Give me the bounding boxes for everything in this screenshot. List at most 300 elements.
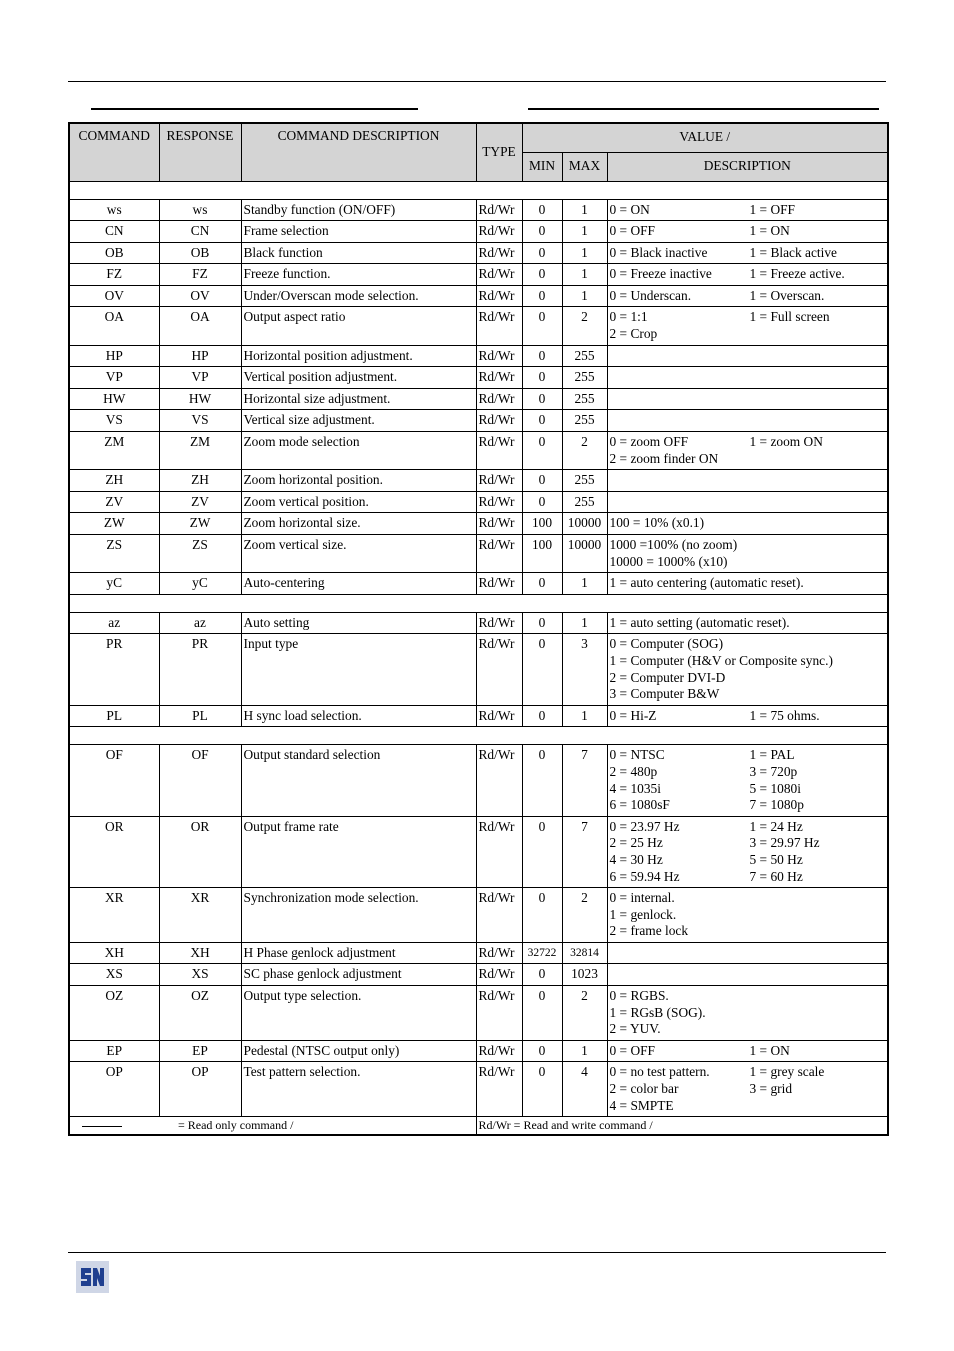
- description-cell: Horizontal size adjustment.: [241, 388, 476, 410]
- min-cell: 0: [522, 367, 562, 389]
- value-description-cell: [607, 388, 888, 410]
- max-cell: 2: [562, 888, 607, 943]
- type-cell: Rd/Wr: [476, 612, 522, 634]
- table-row: [69, 705, 888, 727]
- value-description-cell: [607, 888, 888, 943]
- header-command: COMMAND: [69, 123, 159, 181]
- response-cell: XH: [159, 942, 241, 964]
- value-line: [610, 309, 886, 326]
- value-option-right: [750, 636, 886, 653]
- max-cell: 10000: [562, 535, 607, 573]
- table-row: [69, 634, 888, 705]
- value-description-cell: [607, 264, 888, 286]
- max-cell: 255: [562, 470, 607, 492]
- value-description-cell: [607, 612, 888, 634]
- description-cell: Zoom horizontal size.: [241, 513, 476, 535]
- value-line: [610, 554, 886, 571]
- type-cell: Rd/Wr: [476, 745, 522, 816]
- value-option-right: [750, 615, 886, 632]
- table-row: [69, 888, 888, 943]
- min-cell: 0: [522, 745, 562, 816]
- response-cell: OV: [159, 285, 241, 307]
- response-cell: FZ: [159, 264, 241, 286]
- value-description-cell: [607, 307, 888, 345]
- value-line: [610, 670, 886, 687]
- response-cell: XS: [159, 964, 241, 986]
- header-min: MIN: [522, 152, 562, 181]
- response-cell: OR: [159, 816, 241, 887]
- value-option-right: [750, 537, 886, 554]
- min-cell: 0: [522, 816, 562, 887]
- response-cell: CN: [159, 221, 241, 243]
- response-cell: ZM: [159, 432, 241, 470]
- type-cell: Rd/Wr: [476, 307, 522, 345]
- type-cell: Rd/Wr: [476, 942, 522, 964]
- bottom-rule: [68, 1252, 886, 1253]
- table-row: [69, 410, 888, 432]
- value-option-right: 1 = OFF: [749, 201, 796, 217]
- value-option-right: [750, 575, 886, 592]
- value-line: [610, 1005, 886, 1022]
- table-row: [69, 1040, 888, 1062]
- response-cell: HW: [159, 388, 241, 410]
- value-option-right: 1 = grey scale: [749, 1064, 825, 1080]
- command-cell: FZ: [69, 264, 159, 286]
- value-option-left: 0 = OFF: [609, 1042, 656, 1058]
- description-cell: Auto-centering: [241, 573, 476, 595]
- max-cell: 10000: [562, 513, 607, 535]
- table-row: [69, 986, 888, 1041]
- value-line: [610, 747, 886, 764]
- min-cell: 0: [522, 705, 562, 727]
- value-option-left: 4 = 1035i: [609, 780, 661, 796]
- value-option-right: [750, 653, 886, 670]
- command-cell: az: [69, 612, 159, 634]
- value-line: [610, 1081, 886, 1098]
- response-cell: ZH: [159, 470, 241, 492]
- value-option-right: [750, 1005, 886, 1022]
- value-description-cell: [607, 345, 888, 367]
- command-cell: VP: [69, 367, 159, 389]
- value-option-right: 7 = 60 Hz: [749, 868, 803, 884]
- section-separator-cell: [69, 181, 888, 199]
- value-description-cell: [607, 705, 888, 727]
- min-cell: 0: [522, 612, 562, 634]
- header-command-description: COMMAND DESCRIPTION: [241, 123, 476, 181]
- value-option-left: 1 = RGsB (SOG).: [609, 1004, 706, 1020]
- value-line: [610, 223, 886, 240]
- min-cell: 0: [522, 491, 562, 513]
- min-cell: 0: [522, 199, 562, 221]
- value-line: [610, 852, 886, 869]
- description-cell: Output frame rate: [241, 816, 476, 887]
- value-option-left: 0 = 1:1: [609, 309, 648, 325]
- command-cell: ws: [69, 199, 159, 221]
- table-row: [69, 491, 888, 513]
- value-option-left: 0 = Freeze inactive: [609, 266, 712, 282]
- max-cell: 255: [562, 410, 607, 432]
- command-table: [68, 122, 889, 1136]
- command-cell: yC: [69, 573, 159, 595]
- description-cell: Zoom vertical size.: [241, 535, 476, 573]
- value-option-right: 1 = ON: [749, 1042, 790, 1058]
- value-line: [610, 781, 886, 798]
- value-option-left: 0 = zoom OFF: [609, 434, 689, 450]
- value-description-cell: [607, 745, 888, 816]
- value-line: [610, 434, 886, 451]
- table-row: [69, 199, 888, 221]
- top-rule: [68, 81, 886, 82]
- type-cell: Rd/Wr: [476, 388, 522, 410]
- value-option-left: 0 = 23.97 Hz: [609, 818, 680, 834]
- table-row: [69, 1062, 888, 1117]
- min-cell: 0: [522, 1040, 562, 1062]
- response-cell: PL: [159, 705, 241, 727]
- description-cell: Auto setting: [241, 612, 476, 634]
- value-description-cell: [607, 986, 888, 1041]
- description-cell: Zoom horizontal position.: [241, 470, 476, 492]
- value-option-right: 3 = grid: [749, 1081, 793, 1097]
- header-max: MAX: [562, 152, 607, 181]
- command-cell: OF: [69, 745, 159, 816]
- type-cell: Rd/Wr: [476, 634, 522, 705]
- value-line: [610, 1043, 886, 1060]
- table-row: [69, 367, 888, 389]
- value-option-right: [750, 686, 886, 703]
- max-cell: 2: [562, 432, 607, 470]
- value-option-left: 0 = Computer (SOG): [609, 636, 724, 652]
- type-cell: Rd/Wr: [476, 410, 522, 432]
- value-option-left: 0 = no test pattern.: [609, 1064, 710, 1080]
- brand-logo-icon: [76, 1261, 109, 1293]
- table-body: [69, 181, 888, 1117]
- max-cell: 1: [562, 705, 607, 727]
- max-cell: 4: [562, 1062, 607, 1117]
- command-cell: OP: [69, 1062, 159, 1117]
- description-cell: H sync load selection.: [241, 705, 476, 727]
- value-description-cell: [607, 535, 888, 573]
- table-row: [69, 573, 888, 595]
- command-cell: ZW: [69, 513, 159, 535]
- response-cell: OZ: [159, 986, 241, 1041]
- command-cell: CN: [69, 221, 159, 243]
- value-line: [610, 326, 886, 343]
- value-option-left: 2 = frame lock: [609, 923, 689, 939]
- value-description-cell: [607, 634, 888, 705]
- type-cell: Rd/Wr: [476, 491, 522, 513]
- response-cell: ZS: [159, 535, 241, 573]
- value-description-cell: [607, 199, 888, 221]
- value-option-left: 2 = 25 Hz: [609, 835, 663, 851]
- table-row: [69, 242, 888, 264]
- response-cell: ws: [159, 199, 241, 221]
- response-cell: OA: [159, 307, 241, 345]
- max-cell: 1: [562, 221, 607, 243]
- type-cell: Rd/Wr: [476, 573, 522, 595]
- value-option-right: 3 = 720p: [749, 763, 798, 779]
- value-option-right: [750, 890, 886, 907]
- value-description-cell: [607, 367, 888, 389]
- header-value-description: DESCRIPTION: [607, 152, 888, 181]
- description-cell: Pedestal (NTSC output only): [241, 1040, 476, 1062]
- section-separator-cell: [69, 727, 888, 745]
- command-cell: OB: [69, 242, 159, 264]
- read-only-marker: [82, 1126, 122, 1127]
- value-line: [610, 835, 886, 852]
- table-row: [69, 942, 888, 964]
- description-cell: Vertical size adjustment.: [241, 410, 476, 432]
- type-cell: Rd/Wr: [476, 432, 522, 470]
- value-line: [610, 907, 886, 924]
- description-cell: Synchronization mode selection.: [241, 888, 476, 943]
- value-option-left: 6 = 1080sF: [609, 797, 670, 813]
- type-cell: Rd/Wr: [476, 221, 522, 243]
- min-cell: 0: [522, 264, 562, 286]
- value-description-cell: [607, 513, 888, 535]
- type-cell: Rd/Wr: [476, 964, 522, 986]
- response-cell: VP: [159, 367, 241, 389]
- value-option-left: 100 = 10% (x0.1): [609, 515, 705, 531]
- min-cell: 0: [522, 242, 562, 264]
- command-cell: PR: [69, 634, 159, 705]
- value-option-left: 0 = NTSC: [609, 747, 665, 763]
- min-cell: 0: [522, 573, 562, 595]
- max-cell: 255: [562, 388, 607, 410]
- section-title-rule-left: [91, 108, 418, 110]
- max-cell: 3: [562, 634, 607, 705]
- value-line: [610, 988, 886, 1005]
- description-cell: Horizontal position adjustment.: [241, 345, 476, 367]
- max-cell: 7: [562, 816, 607, 887]
- value-option-left: 4 = SMPTE: [609, 1097, 674, 1113]
- table-row: [69, 307, 888, 345]
- value-option-right: 1 = Overscan.: [749, 287, 825, 303]
- value-line: [610, 266, 886, 283]
- value-option-left: 1 = auto centering (automatic reset).: [609, 575, 804, 591]
- footer-legend-read-write: [476, 1117, 888, 1135]
- value-description-cell: [607, 242, 888, 264]
- response-cell: yC: [159, 573, 241, 595]
- value-option-right: [750, 670, 886, 687]
- table-row: [69, 470, 888, 492]
- min-cell: 0: [522, 888, 562, 943]
- command-cell: ZM: [69, 432, 159, 470]
- value-description-cell: [607, 491, 888, 513]
- min-cell: 0: [522, 1062, 562, 1117]
- value-description-cell: [607, 573, 888, 595]
- command-cell: XH: [69, 942, 159, 964]
- description-cell: Standby function (ON/OFF): [241, 199, 476, 221]
- footer-legend-read-only: [69, 1117, 476, 1135]
- type-cell: Rd/Wr: [476, 513, 522, 535]
- min-cell: 0: [522, 285, 562, 307]
- value-line: [610, 451, 886, 468]
- value-option-right: [750, 326, 886, 343]
- footer-read-only-text: = Read only command /: [178, 1118, 294, 1133]
- value-option-right: 1 = Full screen: [749, 309, 830, 325]
- type-cell: Rd/Wr: [476, 888, 522, 943]
- value-line: [610, 923, 886, 940]
- value-option-left: 0 = Hi-Z: [609, 707, 657, 723]
- value-option-right: [750, 907, 886, 924]
- value-option-right: 1 = Freeze active.: [749, 266, 845, 282]
- max-cell: 1023: [562, 964, 607, 986]
- value-description-cell: [607, 964, 888, 986]
- min-cell: 0: [522, 307, 562, 345]
- command-cell: ZS: [69, 535, 159, 573]
- value-option-left: 3 = Computer B&W: [609, 686, 720, 702]
- value-option-right: 1 = PAL: [749, 747, 795, 763]
- value-option-right: 1 = 24 Hz: [749, 818, 803, 834]
- value-line: [610, 615, 886, 632]
- type-cell: Rd/Wr: [476, 199, 522, 221]
- response-cell: PR: [159, 634, 241, 705]
- min-cell: 0: [522, 410, 562, 432]
- value-line: [610, 764, 886, 781]
- table-row: [69, 612, 888, 634]
- value-option-right: 7 = 1080p: [749, 797, 804, 813]
- value-option-right: 1 = zoom ON: [749, 434, 823, 450]
- value-line: [610, 537, 886, 554]
- value-option-left: 0 = Black inactive: [609, 244, 708, 260]
- type-cell: Rd/Wr: [476, 367, 522, 389]
- command-cell: VS: [69, 410, 159, 432]
- response-cell: HP: [159, 345, 241, 367]
- value-option-left: 2 = Computer DVI-D: [609, 669, 726, 685]
- min-cell: 0: [522, 634, 562, 705]
- command-cell: OA: [69, 307, 159, 345]
- description-cell: Output type selection.: [241, 986, 476, 1041]
- value-option-left: 1000 =100% (no zoom): [609, 537, 738, 552]
- max-cell: 32814: [562, 942, 607, 964]
- table-row: [69, 432, 888, 470]
- value-option-right: [750, 923, 886, 940]
- type-cell: Rd/Wr: [476, 705, 522, 727]
- max-cell: 1: [562, 199, 607, 221]
- response-cell: az: [159, 612, 241, 634]
- value-line: [610, 1021, 886, 1038]
- value-line: [610, 1098, 886, 1115]
- value-option-left: 4 = 30 Hz: [609, 851, 663, 867]
- value-line: [610, 869, 886, 886]
- value-description-cell: [607, 470, 888, 492]
- value-line: [610, 819, 886, 836]
- response-cell: OP: [159, 1062, 241, 1117]
- value-option-left: 0 = RGBS.: [609, 988, 669, 1004]
- command-cell: ZH: [69, 470, 159, 492]
- value-option-right: [750, 451, 886, 468]
- description-cell: Black function: [241, 242, 476, 264]
- value-line: [610, 515, 886, 532]
- table-row: [69, 745, 888, 816]
- header-response: RESPONSE: [159, 123, 241, 181]
- response-cell: VS: [159, 410, 241, 432]
- value-option-right: [750, 1021, 886, 1038]
- command-cell: XR: [69, 888, 159, 943]
- footer-read-write-text: Rd/Wr = Read and write command /: [478, 1118, 653, 1133]
- value-option-left: 1 = Computer (H&V or Composite sync.): [609, 652, 833, 668]
- value-option-left: 1 = genlock.: [609, 906, 677, 922]
- value-option-left: 1 = auto setting (automatic reset).: [609, 614, 790, 630]
- description-cell: H Phase genlock adjustment: [241, 942, 476, 964]
- value-option-left: 2 = zoom finder ON: [609, 450, 719, 466]
- value-option-right: 1 = Black active: [749, 244, 837, 260]
- value-line: [610, 575, 886, 592]
- type-cell: Rd/Wr: [476, 264, 522, 286]
- description-cell: Freeze function.: [241, 264, 476, 286]
- max-cell: 1: [562, 264, 607, 286]
- value-option-right: [750, 554, 886, 571]
- value-description-cell: [607, 1040, 888, 1062]
- description-cell: Input type: [241, 634, 476, 705]
- section-separator: [69, 594, 888, 612]
- value-option-left: 0 = Underscan.: [609, 287, 692, 303]
- table-row: [69, 285, 888, 307]
- table-row: [69, 221, 888, 243]
- value-option-right: 1 = ON: [749, 223, 790, 239]
- command-cell: PL: [69, 705, 159, 727]
- value-line: [610, 686, 886, 703]
- value-option-left: 6 = 59.94 Hz: [609, 868, 680, 884]
- value-line: [610, 653, 886, 670]
- command-cell: OR: [69, 816, 159, 887]
- table-row: [69, 535, 888, 573]
- command-cell: ZV: [69, 491, 159, 513]
- table-row: [69, 345, 888, 367]
- max-cell: 2: [562, 986, 607, 1041]
- value-option-left: 2 = color bar: [609, 1081, 679, 1097]
- description-cell: Zoom vertical position.: [241, 491, 476, 513]
- header-value: VALUE /: [522, 123, 888, 152]
- command-cell: OV: [69, 285, 159, 307]
- command-cell: HP: [69, 345, 159, 367]
- max-cell: 1: [562, 612, 607, 634]
- description-cell: Output aspect ratio: [241, 307, 476, 345]
- min-cell: 0: [522, 470, 562, 492]
- section-separator: [69, 181, 888, 199]
- type-cell: Rd/Wr: [476, 986, 522, 1041]
- value-line: [610, 890, 886, 907]
- min-cell: 100: [522, 513, 562, 535]
- value-option-left: 0 = internal.: [609, 890, 675, 906]
- value-option-right: 5 = 50 Hz: [749, 851, 803, 867]
- max-cell: 1: [562, 1040, 607, 1062]
- value-option-right: [750, 515, 886, 532]
- type-cell: Rd/Wr: [476, 1040, 522, 1062]
- value-description-cell: [607, 221, 888, 243]
- value-option-right: 1 = 75 ohms.: [749, 707, 820, 723]
- max-cell: 255: [562, 491, 607, 513]
- response-cell: XR: [159, 888, 241, 943]
- value-description-cell: [607, 942, 888, 964]
- max-cell: 7: [562, 745, 607, 816]
- value-option-left: 10000 = 1000% (x10): [609, 553, 728, 569]
- value-line: [610, 288, 886, 305]
- value-line: [610, 202, 886, 219]
- max-cell: 255: [562, 345, 607, 367]
- value-description-cell: [607, 432, 888, 470]
- min-cell: 32722: [522, 942, 562, 964]
- min-cell: 0: [522, 345, 562, 367]
- value-line: [610, 1064, 886, 1081]
- description-cell: Under/Overscan mode selection.: [241, 285, 476, 307]
- description-cell: Zoom mode selection: [241, 432, 476, 470]
- value-option-left: 0 = ON: [609, 201, 650, 217]
- type-cell: Rd/Wr: [476, 1062, 522, 1117]
- max-cell: 1: [562, 242, 607, 264]
- value-description-cell: [607, 410, 888, 432]
- max-cell: 2: [562, 307, 607, 345]
